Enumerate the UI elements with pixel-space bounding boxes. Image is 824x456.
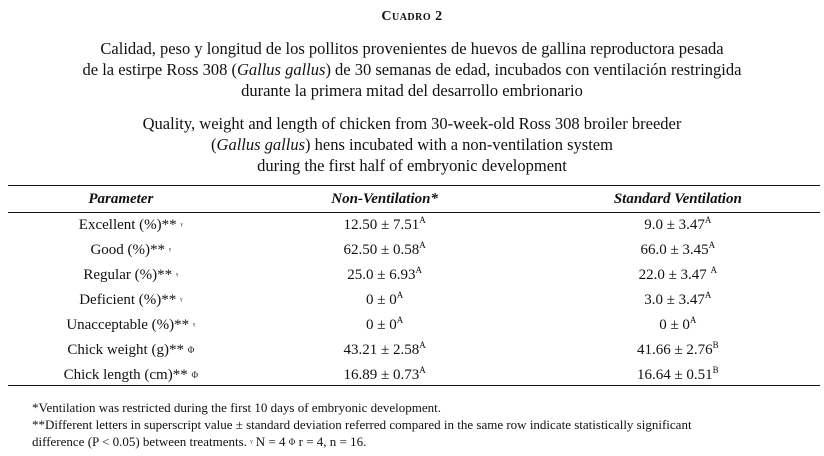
- table-title: Cuadro 2: [381, 9, 443, 24]
- non-ventilation-value: 0 ± 0: [366, 292, 397, 308]
- parameter-label: Excellent (%)**: [78, 217, 181, 233]
- non-ventilation-cell: [234, 338, 536, 363]
- footnote-3: [32, 433, 824, 452]
- english-caption-line-2-pre: (: [211, 135, 217, 154]
- spanish-caption: [20, 38, 804, 101]
- parameter-cell: [8, 263, 234, 288]
- standard-ventilation-value: 16.64 ± 0.51: [636, 367, 713, 383]
- non-ventilation-cell: [234, 288, 536, 313]
- standard-ventilation-cell: [536, 263, 820, 288]
- english-caption-line-3: during the first half of embryonic development: [257, 156, 567, 175]
- standard-ventilation-value: 0 ± 0: [659, 317, 690, 333]
- spanish-caption-line-2-pre: de la estirpe Ross 308 (: [82, 60, 237, 79]
- english-caption: [20, 113, 804, 176]
- non-ventilation-value: 12.50 ± 7.51: [343, 217, 420, 233]
- parameter-cell: [8, 338, 234, 363]
- parameter-marker: ᵞ: [192, 319, 196, 330]
- non-ventilation-value: 0 ± 0: [366, 317, 397, 333]
- standard-ventilation-cell: [536, 288, 820, 313]
- standard-ventilation-cell: [536, 338, 820, 363]
- footnotes: [32, 399, 824, 452]
- non-ventilation-cell: [234, 263, 536, 288]
- standard-ventilation-value: 9.0 ± 3.47: [644, 217, 705, 233]
- non-ventilation-cell: [234, 313, 536, 338]
- table-header-row: [8, 186, 820, 212]
- header-non-ventilation: Non-Ventilation*: [331, 190, 438, 207]
- parameter-label: Deficient (%)**: [79, 292, 181, 308]
- standard-ventilation-value: 66.0 ± 3.45: [640, 242, 709, 258]
- parameter-marker: Φ: [191, 369, 199, 380]
- table-row: [8, 212, 820, 238]
- non-ventilation-cell: [234, 238, 536, 263]
- parameter-cell: [8, 363, 234, 388]
- non-ventilation-letter: A: [396, 290, 404, 300]
- footnote-3-pre: difference (P < 0.05) between treatments.: [32, 434, 251, 449]
- footnote-3-post: r = 4, n = 16.: [295, 434, 367, 449]
- english-caption-line-2-post: ) hens incubated with a non-ventilation system: [305, 135, 613, 154]
- parameter-marker: ᵞ: [180, 294, 183, 305]
- parameter-marker: ᵞ: [180, 219, 183, 230]
- table-row: [8, 338, 820, 363]
- non-ventilation-letter: A: [419, 340, 426, 350]
- standard-ventilation-value: 3.0 ± 3.47: [644, 292, 705, 308]
- footnote-2: **Different letters in superscript value ± standard deviation referred compared in the same row indicate statistically significant: [32, 417, 692, 432]
- non-ventilation-letter: A: [419, 240, 426, 250]
- footnote-marker-2: Φ: [288, 436, 296, 447]
- non-ventilation-cell: [234, 363, 536, 388]
- standard-ventilation-value: 41.66 ± 2.76: [636, 342, 713, 358]
- non-ventilation-value: 62.50 ± 0.58: [343, 242, 420, 258]
- spanish-caption-line-3: durante la primera mitad del desarrollo embrionario: [241, 81, 583, 100]
- parameter-cell: [8, 212, 234, 238]
- spanish-species-name: Gallus gallus: [236, 60, 326, 79]
- standard-ventilation-letter: A: [708, 240, 716, 250]
- table-row: [8, 263, 820, 288]
- parameter-cell: [8, 288, 234, 313]
- table-row: [8, 363, 820, 388]
- english-caption-line-1: Quality, weight and length of chicken from 30-week-old Ross 308 broiler breeder: [142, 114, 682, 133]
- standard-ventilation-letter: A: [704, 290, 712, 300]
- data-table: [8, 186, 820, 388]
- table-row: [8, 313, 820, 338]
- spanish-caption-line-2: [20, 59, 804, 80]
- table-row: [8, 288, 820, 313]
- non-ventilation-value: 25.0 ± 6.93: [347, 267, 416, 283]
- table-row: [8, 238, 820, 263]
- standard-ventilation-value: 22.0 ± 3.47: [638, 267, 711, 283]
- parameter-marker: Φ: [187, 344, 195, 355]
- standard-ventilation-letter: A: [689, 315, 697, 325]
- parameter-label: Chick length (cm)**: [63, 367, 192, 383]
- english-caption-line-2: [20, 134, 804, 155]
- non-ventilation-cell: [234, 212, 536, 238]
- english-species-name: Gallus gallus: [216, 135, 306, 154]
- footnote-1: *Ventilation was restricted during the first 10 days of embryonic development.: [32, 400, 442, 415]
- header-parameter: Parameter: [88, 190, 154, 207]
- standard-ventilation-letter: A: [710, 265, 718, 275]
- standard-ventilation-cell: [536, 238, 820, 263]
- parameter-marker: ᵞ: [168, 244, 172, 255]
- non-ventilation-value: 16.89 ± 0.73: [343, 367, 420, 383]
- spanish-caption-line-1: Calidad, peso y longitud de los pollitos provenientes de huevos de gallina reproductora pesada: [100, 39, 724, 58]
- standard-ventilation-letter: B: [712, 365, 719, 375]
- parameter-cell: [8, 238, 234, 263]
- standard-ventilation-cell: [536, 212, 820, 238]
- parameter-label: Chick weight (g)**: [67, 342, 188, 358]
- header-standard-ventilation: Standard Ventilation: [613, 190, 742, 207]
- non-ventilation-value: 43.21 ± 2.58: [343, 342, 420, 358]
- parameter-cell: [8, 313, 234, 338]
- standard-ventilation-cell: [536, 313, 820, 338]
- footnote-3-mid: N = 4: [252, 434, 289, 449]
- non-ventilation-letter: A: [415, 265, 422, 275]
- standard-ventilation-letter: B: [712, 340, 719, 350]
- parameter-label: Good (%)**: [90, 242, 169, 258]
- footnote-marker-1: ᵞ: [250, 436, 253, 447]
- non-ventilation-letter: A: [419, 365, 426, 375]
- standard-ventilation-cell: [536, 363, 820, 388]
- parameter-marker: ᵞ: [175, 269, 179, 280]
- parameter-label: Regular (%)**: [83, 267, 176, 283]
- spanish-caption-line-2-post: ) de 30 semanas de edad, incubados con ventilación restringida: [325, 60, 742, 79]
- standard-ventilation-letter: A: [704, 215, 712, 225]
- non-ventilation-letter: A: [396, 315, 404, 325]
- non-ventilation-letter: A: [419, 215, 426, 225]
- parameter-label: Unacceptable (%)**: [66, 317, 193, 333]
